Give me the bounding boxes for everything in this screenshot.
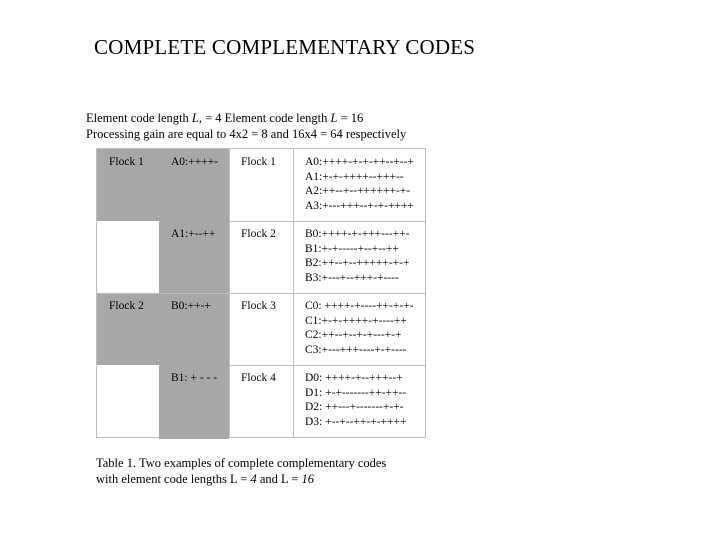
- flock-left-label: [97, 221, 159, 293]
- long-code-group: [293, 293, 427, 365]
- intro-line1-part1: Element code length: [86, 111, 192, 125]
- long-code: D0: ++++-+--+++--+: [305, 372, 403, 384]
- caption-line-2: [96, 471, 386, 487]
- caption-value-16: 16: [301, 472, 314, 486]
- intro-line1-part3: = 16: [337, 111, 364, 125]
- flock-left-label: Flock 1: [109, 156, 144, 168]
- long-code: D3: +--+--++-+-++++: [305, 415, 407, 428]
- flock-left-label: Flock 2: [109, 300, 144, 312]
- long-code: C2:++--+--+-+---+-+: [305, 329, 402, 341]
- long-code: D2: ++---+-------+-+-: [305, 401, 404, 413]
- flock-right-label: Flock 1: [241, 156, 276, 168]
- codes-table: [96, 148, 426, 438]
- long-code: B0:++++-+-+++---++-: [305, 228, 410, 240]
- intro-L1: L: [191, 111, 199, 125]
- caption-line2-part2: and L =: [256, 472, 302, 486]
- long-code: A2:++--+--++++++-+-: [305, 185, 411, 197]
- long-code-group: [293, 221, 427, 293]
- flock-right-label: Flock 4: [241, 372, 276, 384]
- intro-L2: L: [330, 111, 338, 125]
- long-code-group: [293, 149, 427, 221]
- long-code: A3:+---+++--+-+-++++: [305, 199, 414, 212]
- long-code: A0:++++-+-+-++--+--+: [305, 156, 414, 168]
- page-title: COMPLETE COMPLEMENTARY CODES: [94, 35, 476, 59]
- caption-line-1: Table 1. Two examples of complete complementary codes: [96, 456, 387, 470]
- flock-left-label: [97, 365, 159, 439]
- long-code-group: [293, 365, 427, 439]
- short-code: A0:++++-: [171, 156, 219, 168]
- long-code: B1:+-+-----+--+--++: [305, 242, 399, 255]
- long-code: C0: ++++-+----++-+-+-: [305, 300, 414, 312]
- table-caption: [96, 455, 386, 487]
- long-code: C3:+---+++----+-+----: [305, 343, 407, 356]
- long-code: B2:++--+--+++++-+-+: [305, 257, 410, 269]
- long-code: A1:+-+-++++--+++--: [305, 170, 404, 183]
- short-code: A1:+--++: [171, 228, 216, 240]
- long-code: C1:+-+-++++-+----++: [305, 314, 407, 327]
- flock-right-label: Flock 2: [241, 228, 276, 240]
- short-code: B0:++-+: [171, 300, 211, 312]
- intro-text: [86, 110, 406, 142]
- intro-line1-part2: , = 4 Element code length: [198, 111, 331, 125]
- caption-value-4: 4: [250, 472, 257, 486]
- long-code: B3:+---+--+++-+----: [305, 271, 399, 284]
- short-code: B1: + - - -: [171, 372, 218, 384]
- intro-line-1: [86, 110, 406, 126]
- long-code: D1: +-+-------++-++--: [305, 386, 407, 399]
- flock-right-label: Flock 3: [241, 300, 276, 312]
- caption-line2-part1: with element code lengths L =: [96, 472, 251, 486]
- intro-line-2: Processing gain are equal to 4x2 = 8 and 16x4 = 64 respectively: [86, 127, 407, 141]
